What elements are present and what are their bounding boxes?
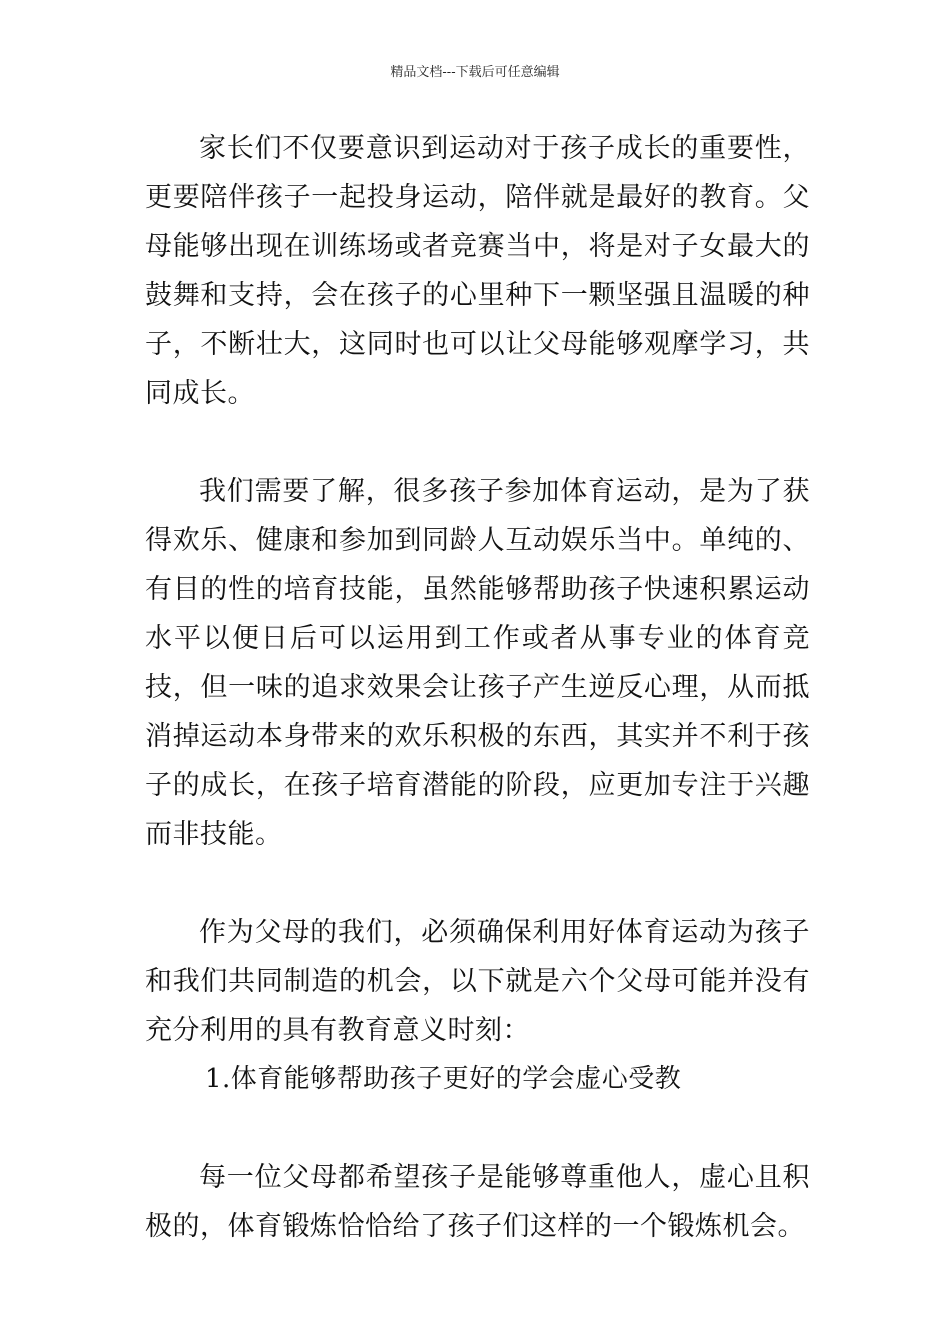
list-item-heading-1: 1.体育能够帮助孩子更好的学会虚心受教 (205, 1064, 682, 1094)
page-header: 精品文档---下载后可任意编辑 (390, 65, 560, 80)
paragraph-parent-companionship: 家长们不仅要意识到运动对于孩子成长的重要性，更要陪伴孩子一起投身运动，陪伴就是最好的教育。父母能够出现在训练场或者竞赛当中，将是对子女最大的鼓舞和支持，会在孩子的心里种下一颗坚强且温暖的种子，不断壮大，这同时也可以让父母能够观摩学习，共同成长。 (145, 133, 810, 409)
paragraph-humility: 每一位父母都希望孩子是能够尊重他人，虚心且积极的，体育锻炼恰恰给了孩子们这样的一个锻炼机会。 (145, 1162, 810, 1242)
paragraph-interest-vs-skill: 我们需要了解，很多孩子参加体育运动，是为了获得欢乐、健康和参加到同龄人互动娱乐当中。单纯的、有目的性的培育技能，虽然能够帮助孩子快速积累运动水平以便日后可以运用到工作或者从事专业的体育竞技，但一味的追求效果会让孩子产生逆反心理，从而抵消掉运动本身带来的欢乐积极的东西，其实并不利于孩子的成长，在孩子培育潜能的阶段，应更加专注于兴趣而非技能。 (145, 476, 810, 850)
paragraph-six-moments-intro: 作为父母的我们，必须确保利用好体育运动为孩子和我们共同制造的机会，以下就是六个父母可能并没有充分利用的具有教育意义时刻： (145, 917, 810, 1046)
document-body (145, 124, 810, 1251)
